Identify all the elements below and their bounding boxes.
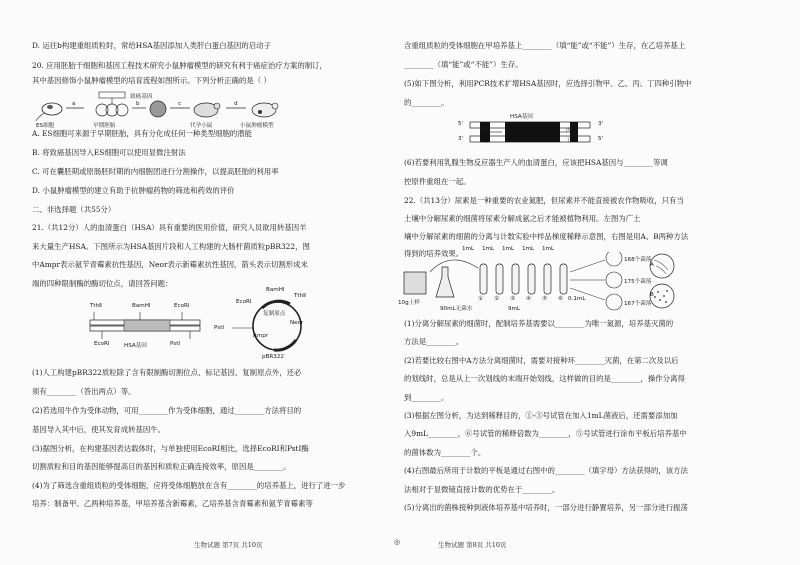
- question-line: 到________。: [404, 393, 449, 402]
- question-line: (5)分离出的菌株接种到液体培养基中培养时，一部分进行静置培养，另一部分进行振荡: [404, 503, 688, 512]
- soil-label: 10g土样: [398, 300, 420, 306]
- page-footer: 生物试题 第8页 共10页: [438, 541, 507, 549]
- plasmid-label: BamHⅠ: [266, 287, 285, 293]
- plasmid-label: 复制原点: [263, 311, 286, 317]
- method-label: B: [650, 292, 654, 298]
- fig20-label: d: [234, 101, 238, 107]
- question-line: (1)人工构建pBR322质粒除了含有限制酶切割位点、标记基因、复制原点外，还必: [32, 368, 302, 377]
- fig20-caption: 早期胚胎: [93, 123, 116, 129]
- text-line: D. 小鼠肿瘤模型的建立有助于抗肿瘤药物的筛选和药效的评价: [32, 186, 235, 195]
- plasmid-label: EcoRⅠ: [236, 299, 252, 305]
- fig20-caption: 小鼠肿瘤模型: [240, 123, 274, 129]
- plating-volume-label: 0.1mL: [568, 296, 586, 302]
- question-line: 法相对于显微镜直接计数的优势在于________。: [404, 485, 560, 494]
- fig21-gene-label: HSA基因: [124, 343, 147, 349]
- tube-number: ⑤: [542, 296, 548, 302]
- text-line: 壤中分解尿素的细菌的分离与计数实验中样品梯度稀释示意图，右图是用A、B两种方法: [404, 232, 689, 241]
- text-line: 土壤中分解尿素的细菌将尿素分解成氨之后才能被植物利用。左图为广土: [404, 214, 641, 223]
- text-line: 控原件重组在一起。: [404, 177, 471, 186]
- text-line: C. 可在囊胚期或原肠胚时期的内细胞团进行分割操作，以提高胚胎的利用率: [32, 167, 279, 176]
- volume-label: 1mL: [462, 246, 475, 252]
- pcr-gene-label: HSA基因: [510, 114, 533, 120]
- page-footer: 生物试题 第7页 共10页: [194, 541, 263, 549]
- colony-count: 167个菌落: [624, 301, 652, 307]
- text-line: D. 运往b构建重组质粒时，常给HSA基因添加人类肝白蛋白基因的启动子: [32, 41, 271, 50]
- fig20-caption: 代孕小鼠: [190, 123, 213, 129]
- question-line: 的菌体数为________个。: [404, 448, 486, 457]
- text-line: 21.（共12分）人的血清蛋白（HSA）具有重要的医用价值，研究人员欲用转基因羊: [32, 223, 307, 232]
- binding-mark: ◎: [394, 538, 401, 546]
- primer-label: 丁: [566, 138, 572, 144]
- volume-label: 1mL: [482, 246, 495, 252]
- fig21-site-label: BamHⅠ: [132, 303, 151, 309]
- plasmid-label: TthⅡ: [294, 293, 306, 299]
- fig20-label: a: [72, 101, 76, 107]
- question-line: 方法是________。: [404, 337, 464, 346]
- volume-label: 1mL: [542, 246, 555, 252]
- fig20-label: 致癌基因: [130, 94, 153, 100]
- question-line: (4)右图最后所用于计数的平板是通过右图中的________（填字母）方法获得的，该方法: [404, 466, 688, 475]
- question-line: (4)为了筛选含重组质粒的受体细胞，应将受体细胞放在含有________的培养基上，进行了进一步: [32, 481, 346, 490]
- text-line: 端的四种限制酶的酶切位点，请回答问题：: [32, 279, 173, 288]
- text-line: (5)如下图分析，利用PCR技术扩增HSA基因时，应选择引物甲、乙、丙、丁四种引物中: [404, 79, 692, 88]
- primer-label: 甲: [483, 128, 489, 134]
- q21-gene-plasmid-figure: [72, 290, 332, 365]
- text-line: A. ES细胞可来源于早期胚胎，具有分化成任何一种类型细胞的潜能: [32, 129, 253, 138]
- question-line: 培养：制备甲、乙两种培养基，甲培养基含新霉素，乙培养基含青霉素和氨苄青霉素等: [32, 499, 313, 508]
- text-line: 的________。: [404, 98, 449, 107]
- question-line: (2)若要比较右图中A方法分离细菌时，需要对接种环________灭菌，在第二次及以后: [404, 356, 679, 365]
- tube-number: ①: [478, 296, 484, 302]
- pcr-end-label: 5': [458, 121, 464, 127]
- text-line: 其中基因修饰小鼠肿瘤模型的培育流程如图所示。下列分析正确的是（ ）: [32, 76, 271, 85]
- plasmid-name: pBR322: [262, 354, 284, 360]
- question-line: 须有________（答出两点）等。: [32, 387, 136, 396]
- text-line: 20. 应用胚胎干细胞和基因工程技术研究小鼠肿瘤模型的研究有利于癌症治疗方案的制订，: [32, 61, 327, 70]
- fig20-caption: ES细胞: [36, 123, 55, 129]
- question-line: 入9mL________，⑥号试管的稀释倍数为________，⑤号试管进行涂布平板后培养基中: [404, 429, 687, 438]
- text-line: 中Ampr表示氨苄青霉素抗性基因，Neor表示新霉素抗性基因，箭头表示切割形成末: [32, 260, 308, 269]
- water-label: 90mL无菌水: [440, 306, 473, 312]
- primer-label: 乙: [483, 138, 489, 144]
- text-line: 22.（共13分）尿素是一种重要的农业氮肥，但尿素并不能直接被农作物吸收，只有当: [404, 196, 684, 205]
- tube-volume-label: 9mL: [508, 306, 521, 312]
- fig21-site-label: EcoRⅠ: [174, 303, 190, 309]
- method-label: A: [650, 262, 654, 268]
- question-line: 的划线时，总是从上一次划线的末端开始划线，这样做的目的是________，操作分离得: [404, 374, 685, 383]
- text-line: (6)若要利用乳腺生物反应器生产人的血清蛋白，应该把HSA基因与________等调: [404, 158, 668, 167]
- colony-count: 175个菌落: [624, 279, 652, 285]
- fig21-site-label: EcoRⅠ: [94, 341, 110, 347]
- primer-label: 丙: [566, 128, 572, 134]
- question-line: (3)根据左图分析，为达到稀释目的，①-⑤号试管在加入1mL菌液后，还需要添加加: [404, 411, 678, 420]
- text-line: 来大量生产HSA。下图所示为HSA基因片段和人工构建的大肠杆菌质粒pBR322，图: [32, 242, 310, 251]
- plasmid-label: Neor: [290, 320, 304, 326]
- fig20-label: c: [178, 101, 182, 107]
- text-line: 得到的培养效果。: [404, 249, 464, 258]
- question-line: 基因导入其中后，使其发育成转基因牛。: [32, 425, 166, 434]
- fig21-site-label: PstⅠ: [170, 341, 181, 347]
- volume-label: 1mL: [502, 246, 515, 252]
- text-line: ________（填“能”或“不能”）生存。: [404, 60, 523, 69]
- pcr-end-label: 3': [458, 136, 464, 142]
- text-line: B. 将致癌基因导入ES细胞可以使用显微注射法: [32, 148, 186, 157]
- colony-count: 168个菌落: [624, 257, 652, 263]
- section-heading: 二、非选择题（共55分）: [32, 205, 116, 214]
- tube-number: ②: [494, 296, 500, 302]
- text-line: 含重组质粒的受体细胞在甲培养基上________（填“能”或“不能”）生存，在乙培养基上: [404, 41, 686, 50]
- tube-number: ④: [526, 296, 532, 302]
- question-line: 切割质粒和目的基因能够提高目的基因和质粒正确连接效率，原因是________。: [32, 462, 291, 471]
- volume-label: 1mL: [522, 246, 535, 252]
- plasmid-label: PstⅠ: [214, 325, 225, 331]
- question-line: (3)据图分析，在构建基因表达载体时，与单独使用EcoRI相比，选择EcoRI和PstI酶: [32, 444, 309, 453]
- pcr-end-label: 3': [598, 121, 604, 127]
- tube-number: ③: [510, 296, 516, 302]
- pcr-end-label: 5': [598, 136, 604, 142]
- plasmid-label: Ampr: [253, 333, 269, 339]
- question-line: (2)若选用牛作为受体动物，可用________作为受体细胞，通过________方法将目的: [32, 406, 302, 415]
- question-line: (1)分离分解尿素的细菌时，配制培养基需要以________为唯一氮源，培养基灭菌的: [404, 319, 674, 328]
- tube-number: ⑥: [558, 296, 564, 302]
- fig21-site-label: TthⅡ: [90, 303, 102, 309]
- fig20-label: b: [136, 101, 140, 107]
